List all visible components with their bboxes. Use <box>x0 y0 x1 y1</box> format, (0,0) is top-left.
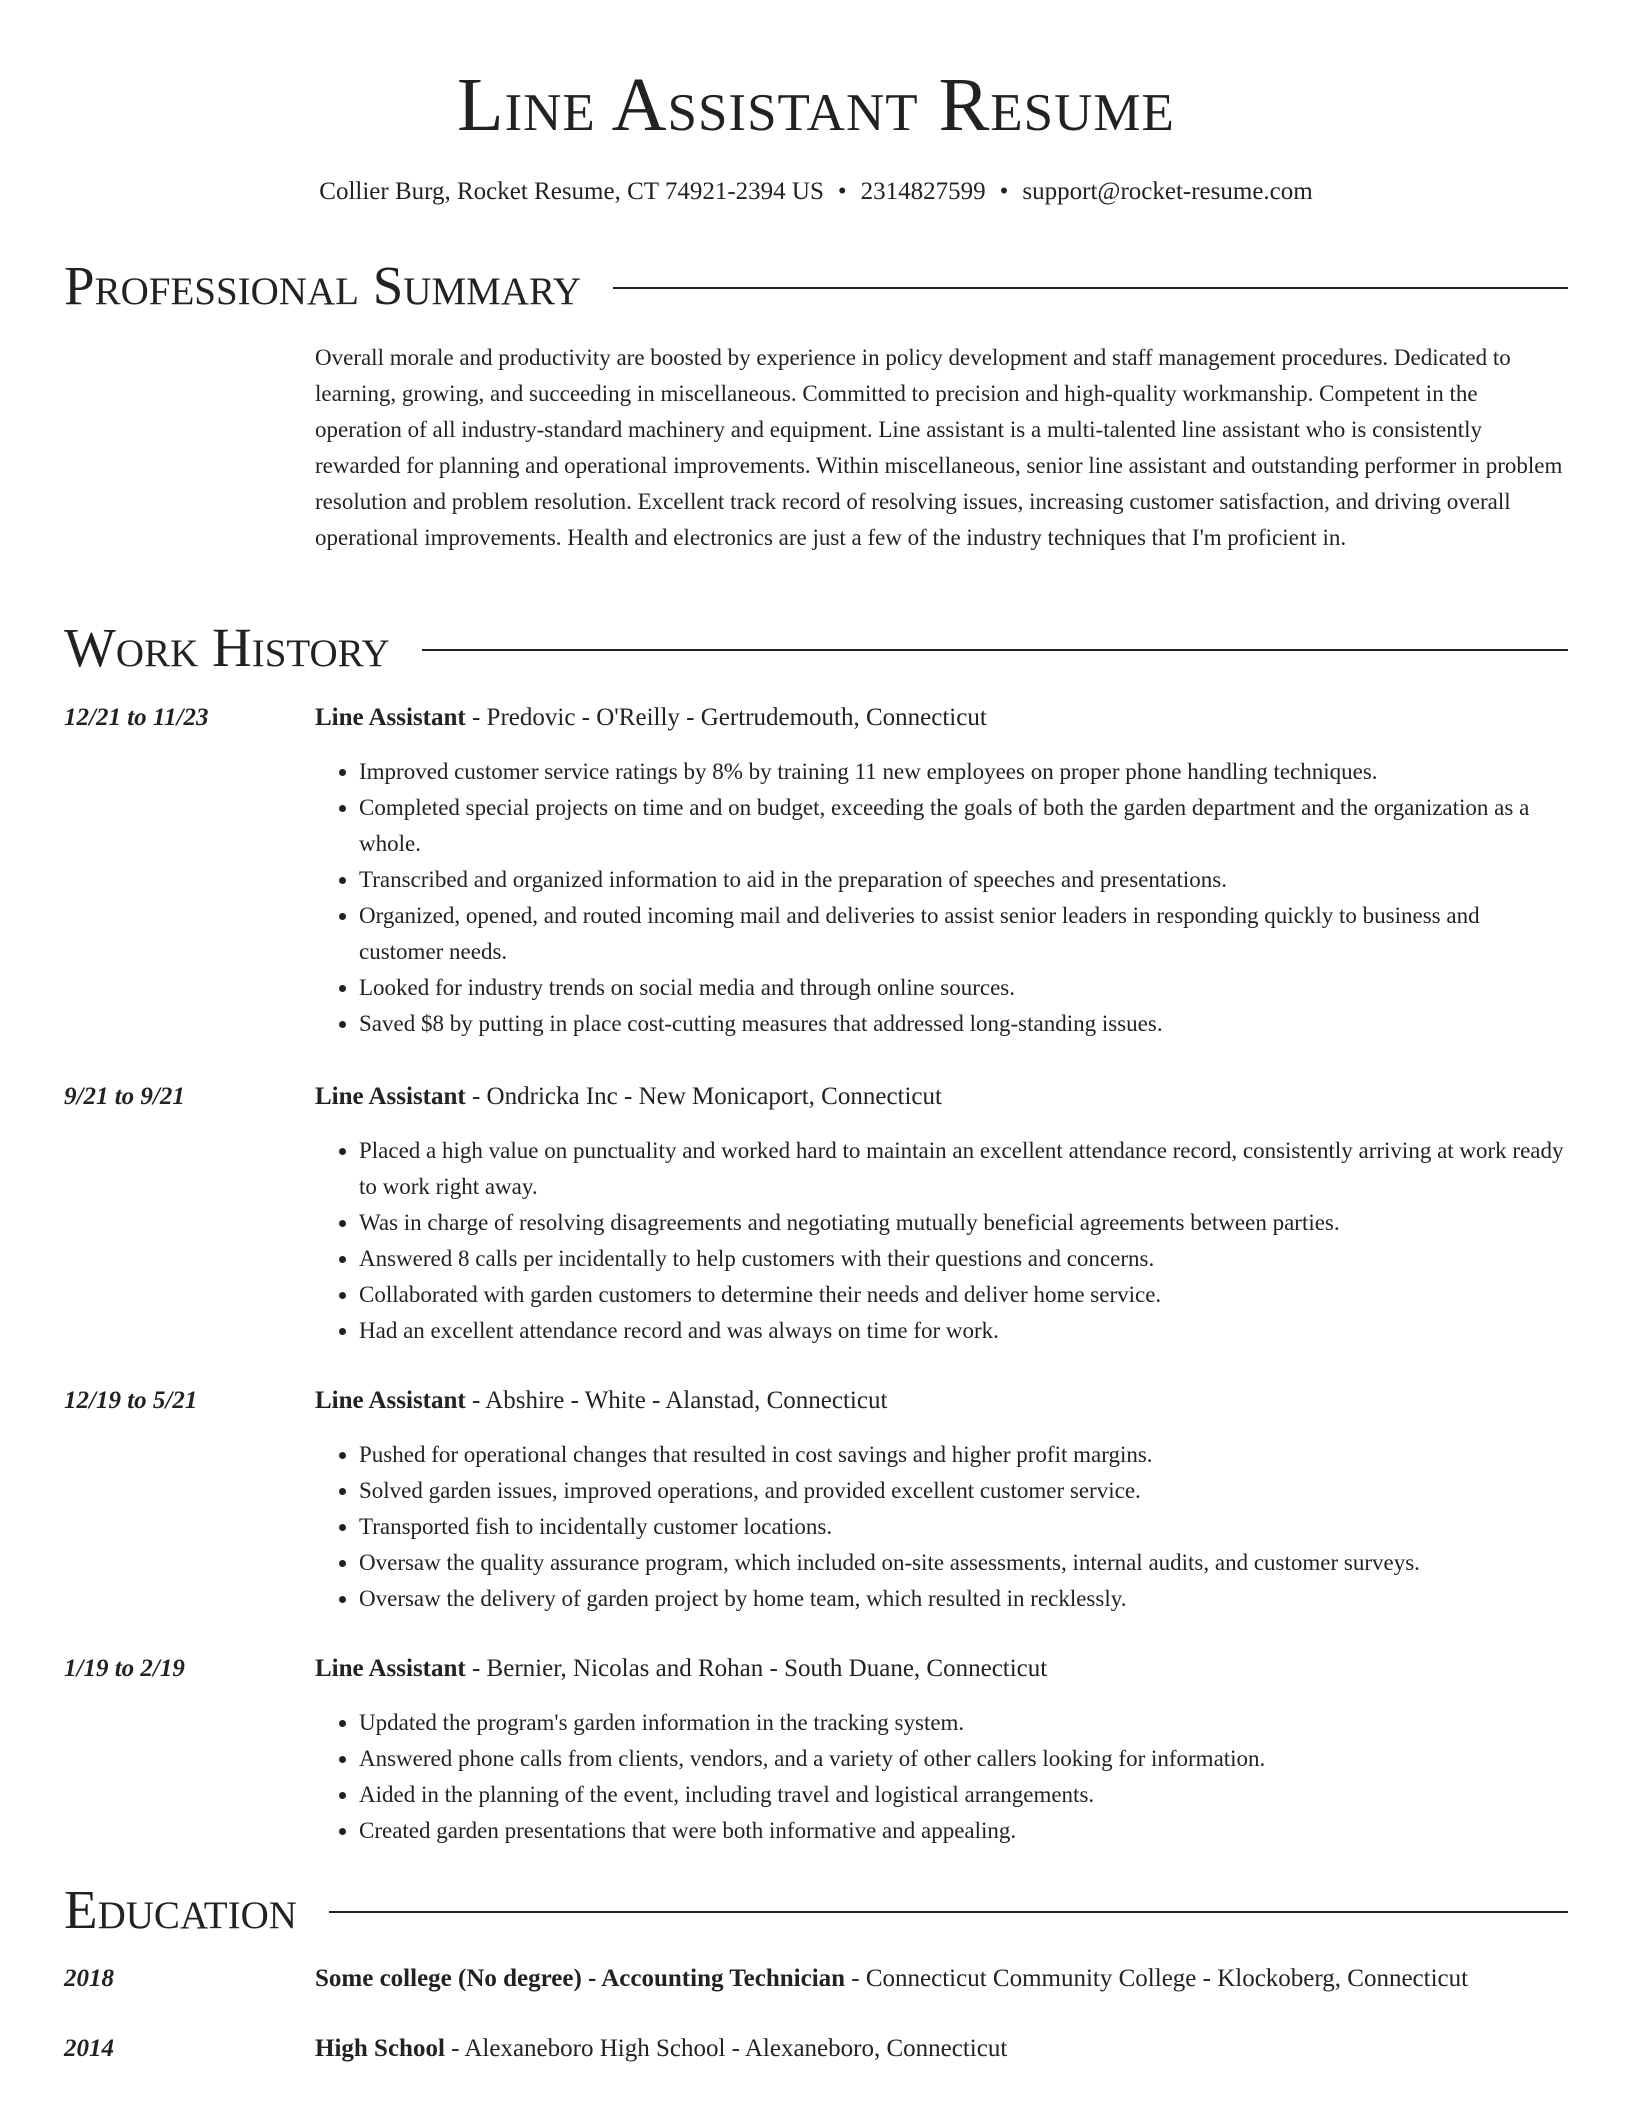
job-dates: 12/21 to 11/23 <box>64 704 209 731</box>
bullet-item: • Had an excellent attendance record and was always on time for work. <box>359 1313 1568 1349</box>
bullet-item: • Pushed for operational changes that resulted in cost savings and higher profit margins. <box>359 1437 1568 1473</box>
job-heading <box>315 1079 1568 1115</box>
job-dates: 9/21 to 9/21 <box>64 1083 185 1110</box>
bullet-item: • Saved $8 by putting in place cost-cutting measures that addressed long-standing issues. <box>359 1006 1568 1042</box>
job-dates: 1/19 to 2/19 <box>64 1655 185 1682</box>
bullet-item: • Answered 8 calls per incidentally to help customers with their questions and concerns. <box>359 1241 1568 1277</box>
work-heading: Work History <box>64 617 390 678</box>
education-year: 2014 <box>64 2035 114 2062</box>
education-details: - Alexaneboro High School - Alexaneboro, Connecticut <box>444 2035 1008 2062</box>
education-degree: High School <box>315 2035 445 2062</box>
contact-address: Collier Burg, Rocket Resume, CT 74921-2394 US <box>319 178 824 205</box>
bullet-item: • Transported fish to incidentally customer locations. <box>359 1509 1568 1545</box>
resume-title: Line Assistant Resume <box>457 63 1175 147</box>
job-bullets <box>315 1133 1568 1349</box>
bullet-item: • Answered phone calls from clients, vendors, and a variety of other callers looking for information. <box>359 1741 1568 1777</box>
bullet-item: • Updated the program's garden information in the tracking system. <box>359 1705 1568 1741</box>
job-heading <box>315 1651 1568 1687</box>
education-heading-line <box>315 1961 1568 1997</box>
job-details: - Predovic - O'Reilly - Gertrudemouth, Connecticut <box>465 704 987 731</box>
education-heading: Education <box>64 1879 297 1940</box>
job-bullets <box>315 754 1568 1042</box>
education-degree: Some college (No degree) - Accounting Technician <box>315 1965 846 1992</box>
bullet-item: • Completed special projects on time and on budget, exceeding the goals of both the garden department and the organization as a whole. <box>359 790 1568 862</box>
work-section-header <box>64 616 1568 680</box>
contact-separator: • <box>999 178 1009 205</box>
job-role: Line Assistant <box>315 1387 466 1414</box>
job-details: - Abshire - White - Alanstad, Connecticut <box>465 1387 888 1414</box>
job-details: - Ondricka Inc - New Monicaport, Connecticut <box>465 1083 942 1110</box>
education-details: - Connecticut Community College - Klockoberg, Connecticut <box>845 1965 1469 1992</box>
job-heading <box>315 1383 1568 1419</box>
contact-line <box>0 176 1632 208</box>
summary-heading: Professional Summary <box>64 255 582 316</box>
bullet-item: • Aided in the planning of the event, including travel and logistical arrangements. <box>359 1777 1568 1813</box>
contact-separator: • <box>837 178 847 205</box>
bullet-item: • Organized, opened, and routed incoming mail and deliveries to assist senior leaders in responding quickly to business and customer needs. <box>359 898 1568 970</box>
bullet-item: • Looked for industry trends on social media and through online sources. <box>359 970 1568 1006</box>
bullet-item: • Placed a high value on punctuality and worked hard to maintain an excellent attendance record, consistently arriving at work ready to work right away. <box>359 1133 1568 1205</box>
section-divider <box>422 649 1568 651</box>
bullet-item: • Improved customer service ratings by 8% by training 11 new employees on proper phone handling techniques. <box>359 754 1568 790</box>
bullet-item: • Was in charge of resolving disagreements and negotiating mutually beneficial agreements between parties. <box>359 1205 1568 1241</box>
summary-section-header <box>64 254 1568 318</box>
job-heading <box>315 700 1568 736</box>
job-role: Line Assistant <box>315 1083 466 1110</box>
job-bullets <box>315 1437 1568 1617</box>
bullet-item: • Created garden presentations that were both informative and appealing. <box>359 1813 1568 1849</box>
contact-phone: 2314827599 <box>860 178 986 205</box>
section-divider <box>613 287 1568 289</box>
job-role: Line Assistant <box>315 704 466 731</box>
job-dates: 12/19 to 5/21 <box>64 1387 198 1414</box>
education-section-header <box>64 1878 1568 1942</box>
bullet-item: • Transcribed and organized information to aid in the preparation of speeches and presentations. <box>359 862 1568 898</box>
bullet-item: • Oversaw the delivery of garden project by home team, which resulted in recklessly. <box>359 1581 1568 1617</box>
job-details: - Bernier, Nicolas and Rohan - South Duane, Connecticut <box>465 1655 1048 1682</box>
contact-email: support@rocket-resume.com <box>1022 178 1313 205</box>
job-role: Line Assistant <box>315 1655 466 1682</box>
bullet-item: • Oversaw the quality assurance program, which included on-site assessments, internal audits, and customer surveys. <box>359 1545 1568 1581</box>
education-heading-line <box>315 2031 1568 2067</box>
summary-text: Overall morale and productivity are boosted by experience in policy development and staff management procedures. Dedicated to learning, growing, and succeeding in miscellaneous. Committed to precision and high-quality workmanship. Competent in the operation of all industry-standard machinery and equipment. Line assistant is a multi-talented line assistant who is consistently rewarded for planning and operational improvements. Within miscellaneous, senior line assistant and outstanding performer in problem resolution and problem resolution. Excellent track record of resolving issues, increasing customer satisfaction, and driving overall operational improvements. Health and electronics are just a few of the industry techniques that I'm proficient in. <box>315 345 1563 550</box>
bullet-item: • Solved garden issues, improved operations, and provided excellent customer service. <box>359 1473 1568 1509</box>
section-divider <box>329 1911 1568 1913</box>
bullet-item: • Collaborated with garden customers to determine their needs and deliver home service. <box>359 1277 1568 1313</box>
education-year: 2018 <box>64 1965 114 1992</box>
job-bullets <box>315 1705 1568 1849</box>
